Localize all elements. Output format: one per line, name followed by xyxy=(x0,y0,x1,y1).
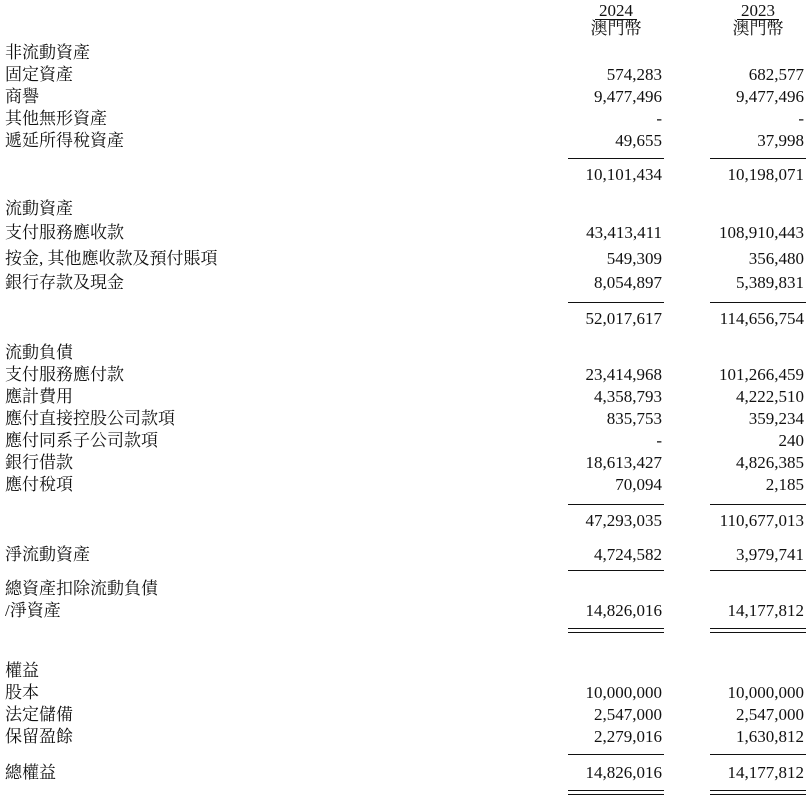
value-2023: 10,000,000 xyxy=(727,683,804,702)
table-row xyxy=(0,726,810,748)
value-2024: 2,547,000 xyxy=(594,705,662,724)
value-2023: 2,185 xyxy=(765,475,804,494)
subtotal-rule xyxy=(568,754,664,755)
value-2024: 52,017,617 xyxy=(585,309,662,328)
table-row xyxy=(0,130,810,152)
table-row xyxy=(0,474,810,496)
column-year: 2024 xyxy=(595,2,637,20)
subtotal-row xyxy=(0,164,810,186)
total-double-rule xyxy=(568,790,664,795)
value-2023: 10,198,071 xyxy=(727,165,804,184)
value-2024: 23,414,968 xyxy=(585,365,662,384)
table-row xyxy=(0,578,810,600)
value-2024: 549,309 xyxy=(606,249,662,268)
section-heading-current-assets xyxy=(0,198,810,220)
row-label: 應計費用 xyxy=(5,387,73,406)
row-label: 遞延所得稅資產 xyxy=(5,131,124,150)
value-2023: 14,177,812 xyxy=(727,601,804,620)
column-currency: 澳門幣 xyxy=(732,19,784,38)
row-label: 流動資產 xyxy=(5,199,73,218)
subtotal-rule xyxy=(568,504,664,505)
column-year: 2023 xyxy=(737,2,779,20)
row-label: 總權益 xyxy=(5,763,56,782)
row-label: 固定資產 xyxy=(5,65,73,84)
row-label: 應付稅項 xyxy=(5,475,73,494)
table-row xyxy=(0,272,810,294)
row-label: 銀行存款及現金 xyxy=(5,273,124,292)
table-row xyxy=(0,64,810,86)
row-label: 股本 xyxy=(5,683,39,702)
row-label: 總資產扣除流動負債 xyxy=(5,579,158,598)
row-label: 淨流動資產 xyxy=(5,545,90,564)
value-2024: 2,279,016 xyxy=(594,727,662,746)
value-2023: 101,266,459 xyxy=(719,365,804,384)
row-label: 支付服務應收款 xyxy=(5,223,124,242)
row-label: 商譽 xyxy=(5,87,39,106)
section-heading-non-current-assets xyxy=(0,42,810,64)
value-2024: 4,358,793 xyxy=(594,387,662,406)
table-row xyxy=(0,248,810,270)
row-label: 按金, 其他應收款及預付賬項 xyxy=(5,249,218,268)
row-label: 其他無形資產 xyxy=(5,109,107,128)
table-row xyxy=(0,430,810,452)
value-2023: - xyxy=(798,109,804,128)
value-2023: 37,998 xyxy=(757,131,804,150)
table-row xyxy=(0,408,810,430)
subtotal-rule xyxy=(568,570,664,571)
value-2024: - xyxy=(656,109,662,128)
total-equity-row xyxy=(0,762,810,784)
value-2024: 49,655 xyxy=(615,131,662,150)
net-current-assets-row xyxy=(0,544,810,566)
value-2023: 9,477,496 xyxy=(736,87,804,106)
value-2024: 14,826,016 xyxy=(585,763,662,782)
subtotal-rule xyxy=(710,570,806,571)
total-double-rule xyxy=(568,628,664,633)
subtotal-rule xyxy=(710,158,806,159)
value-2023: 5,389,831 xyxy=(736,273,804,292)
column-header-2024 xyxy=(561,2,671,38)
value-2024: 43,413,411 xyxy=(586,223,662,242)
value-2023: 2,547,000 xyxy=(736,705,804,724)
value-2024: 9,477,496 xyxy=(594,87,662,106)
table-row xyxy=(0,86,810,108)
subtotal-rule xyxy=(710,754,806,755)
value-2023: 356,480 xyxy=(748,249,804,268)
table-row xyxy=(0,364,810,386)
value-2023: 114,656,754 xyxy=(719,309,804,328)
value-2024: 10,101,434 xyxy=(585,165,662,184)
value-2023: 682,577 xyxy=(748,65,804,84)
table-row xyxy=(0,452,810,474)
column-currency: 澳門幣 xyxy=(590,19,642,38)
subtotal-row xyxy=(0,510,810,532)
row-label: 法定儲備 xyxy=(5,705,73,724)
value-2023: 1,630,812 xyxy=(736,727,804,746)
row-label: 銀行借款 xyxy=(5,453,73,472)
table-row xyxy=(0,222,810,244)
total-double-rule xyxy=(710,628,806,633)
subtotal-row xyxy=(0,308,810,330)
table-row xyxy=(0,682,810,704)
net-assets-row xyxy=(0,600,810,622)
subtotal-rule xyxy=(568,302,664,303)
table-row xyxy=(0,704,810,726)
table-row xyxy=(0,108,810,130)
value-2024: 10,000,000 xyxy=(585,683,662,702)
value-2024: 70,094 xyxy=(615,475,662,494)
subtotal-rule xyxy=(710,504,806,505)
row-label: 非流動資產 xyxy=(5,43,90,62)
value-2024: 18,613,427 xyxy=(585,453,662,472)
row-label: 流動負債 xyxy=(5,343,73,362)
value-2024: 47,293,035 xyxy=(585,511,662,530)
value-2023: 4,826,385 xyxy=(736,453,804,472)
row-label: 權益 xyxy=(5,661,39,680)
value-2023: 4,222,510 xyxy=(736,387,804,406)
row-label: 保留盈餘 xyxy=(5,727,73,746)
column-header-2023 xyxy=(703,2,810,38)
value-2024: 14,826,016 xyxy=(585,601,662,620)
value-2024: - xyxy=(656,431,662,450)
row-label: 應付同系子公司款項 xyxy=(5,431,158,450)
value-2023: 240 xyxy=(778,431,804,450)
value-2023: 108,910,443 xyxy=(719,223,804,242)
row-label: 應付直接控股公司款項 xyxy=(5,409,175,428)
value-2023: 110,677,013 xyxy=(719,511,804,530)
section-heading-equity xyxy=(0,660,810,682)
row-label: 支付服務應付款 xyxy=(5,365,124,384)
value-2024: 4,724,582 xyxy=(594,545,662,564)
value-2023: 3,979,741 xyxy=(736,545,804,564)
table-row xyxy=(0,386,810,408)
value-2024: 835,753 xyxy=(606,409,662,428)
value-2024: 8,054,897 xyxy=(594,273,662,292)
value-2024: 574,283 xyxy=(606,65,662,84)
value-2023: 359,234 xyxy=(748,409,804,428)
row-label: /淨資產 xyxy=(5,601,61,620)
value-2023: 14,177,812 xyxy=(727,763,804,782)
total-double-rule xyxy=(710,790,806,795)
subtotal-rule xyxy=(568,158,664,159)
subtotal-rule xyxy=(710,302,806,303)
section-heading-current-liabilities xyxy=(0,342,810,364)
